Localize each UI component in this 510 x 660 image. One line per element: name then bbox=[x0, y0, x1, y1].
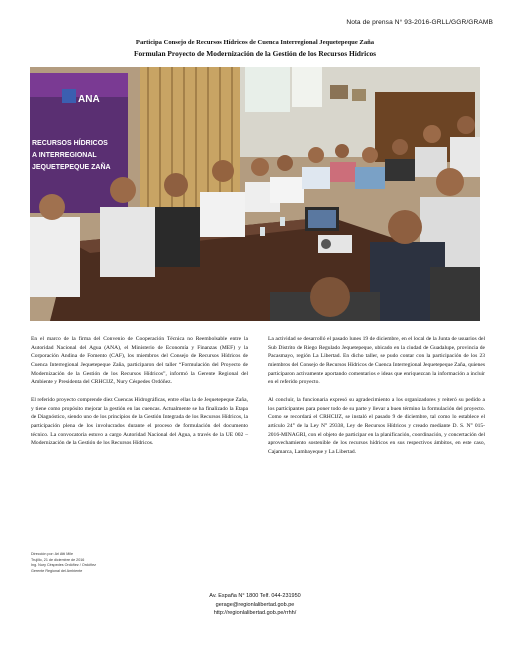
meeting-photo bbox=[30, 67, 480, 321]
banner-text-1: RECURSOS HÍDRICOS bbox=[32, 140, 108, 147]
article-column-left bbox=[31, 335, 248, 457]
footer-address: Av. España N° 1800 Telf. 044-231950 bbox=[209, 593, 301, 599]
ana-logo: ANA bbox=[78, 94, 100, 105]
press-headline: Formulan Proyecto de Modernización de la Gestión de los Recursos Hídricos bbox=[133, 49, 377, 58]
paragraph: Al concluir, la funcionaria expresó su agradecimiento a los organizadores y reiteró su pedido a los participantes para poner todo de su parte y llevar a buen término la formulación del proyecto. Como se recordará el CRHCIJZ, se instaló el pasado 9 de diciembre, tal como lo establece el artículo 24° de la Ley N° 29338, Ley de Recursos Hídricos y creado mediante D. S. N° 015-2016-MINAGRI, con el objeto de participar en la planificación, coordinación, y concertación del aprovechamiento sostenible de los recursos hídricos en sus respectivos ámbitos, en este caso, Cajamarca, Lambayeque y La Libertad. bbox=[268, 396, 485, 455]
paragraph: El referido proyecto comprende diez Cuencas Hidrográficas, entre ellas la de Jequetepeque Zaña, y tiene como propósito mejorar la gestión en las cuencas. Actualmente se ha finalizado la Etapa de Diagnóstico, siendo uno de los principios de la Gestión Integrada de los Recursos Hídricos, la participación plena de los involucrados durante el proceso de formulación del documento técnico. La convocatoria estuvo a cargo Autoridad Nacional del Agua, a través de la UE 002 – Modernización de la Gestión de los Recursos Hídricos. bbox=[31, 396, 248, 447]
signature-line: Ing. Nury Céspedes Ordóñez / Ordóñez bbox=[31, 563, 96, 568]
signature-block bbox=[31, 552, 96, 575]
paragraph: En el marco de la firma del Convenio de Cooperación Técnica no Reembolsable entre la Autoridad Nacional del Agua (ANA), el Ministerio de Economía y Finanzas (MEF) y la Corporación Andina de Fomento (CAF), los miembros del Consejo de Recursos Hídricos de Cuenca Interregional Jequetepeque Zaña, participaron del taller “Formulación del Proyecto de Modernización de la Gestión de los Recursos Hídricos”, informó la Gerente Regional del Ambiente y Presidenta del CRHCIJZ, Nury Céspedes Ordóñez. bbox=[31, 336, 248, 386]
signature-line: Trujillo, 21 de diciembre de 2016 bbox=[31, 557, 85, 562]
banner-text-3: JEQUETEPEQUE ZAÑA bbox=[32, 164, 111, 171]
footer-email[interactable]: gerage@regionlalibertad.gob.pe bbox=[215, 601, 295, 608]
signature-line: Gerente Regional del Ambiente bbox=[31, 569, 83, 574]
paragraph: La actividad se desarrolló el pasado lunes 19 de diciembre, en el local de la Junta de usuarios del Sub Distrito de Riego Regulado Jequetepeque, ubicado en la ciudad de Guadalupe, provincia de Pacasmayo, región La Libertad. En dicho taller, se pudo contar con la participación de los 23 miembros del Consejo de Recursos Hídricos de Cuenca Interregional Jequetepeque Zaña, quienes participaron activamente aportando comentarios e ideas que enriquezcan la información a incluir en el referido proyecto. bbox=[268, 336, 485, 386]
signature-line: Dirección por: Ari Atti Mile bbox=[31, 552, 74, 556]
footer-url[interactable]: http://regionlalibertad.gob.pe/rrhh/ bbox=[213, 610, 297, 617]
article-column-right bbox=[268, 335, 485, 466]
footer-contact bbox=[0, 592, 510, 618]
press-note-number: Nota de prensa N° 93-2016-GRLL/GGR/GRAMB bbox=[346, 19, 493, 26]
banner-text-2: A INTERREGIONAL bbox=[32, 152, 97, 159]
press-subtitle: Participa Consejo de Recursos Hídricos de Cuenca Interregional Jequetepeque Zaña bbox=[135, 39, 375, 46]
